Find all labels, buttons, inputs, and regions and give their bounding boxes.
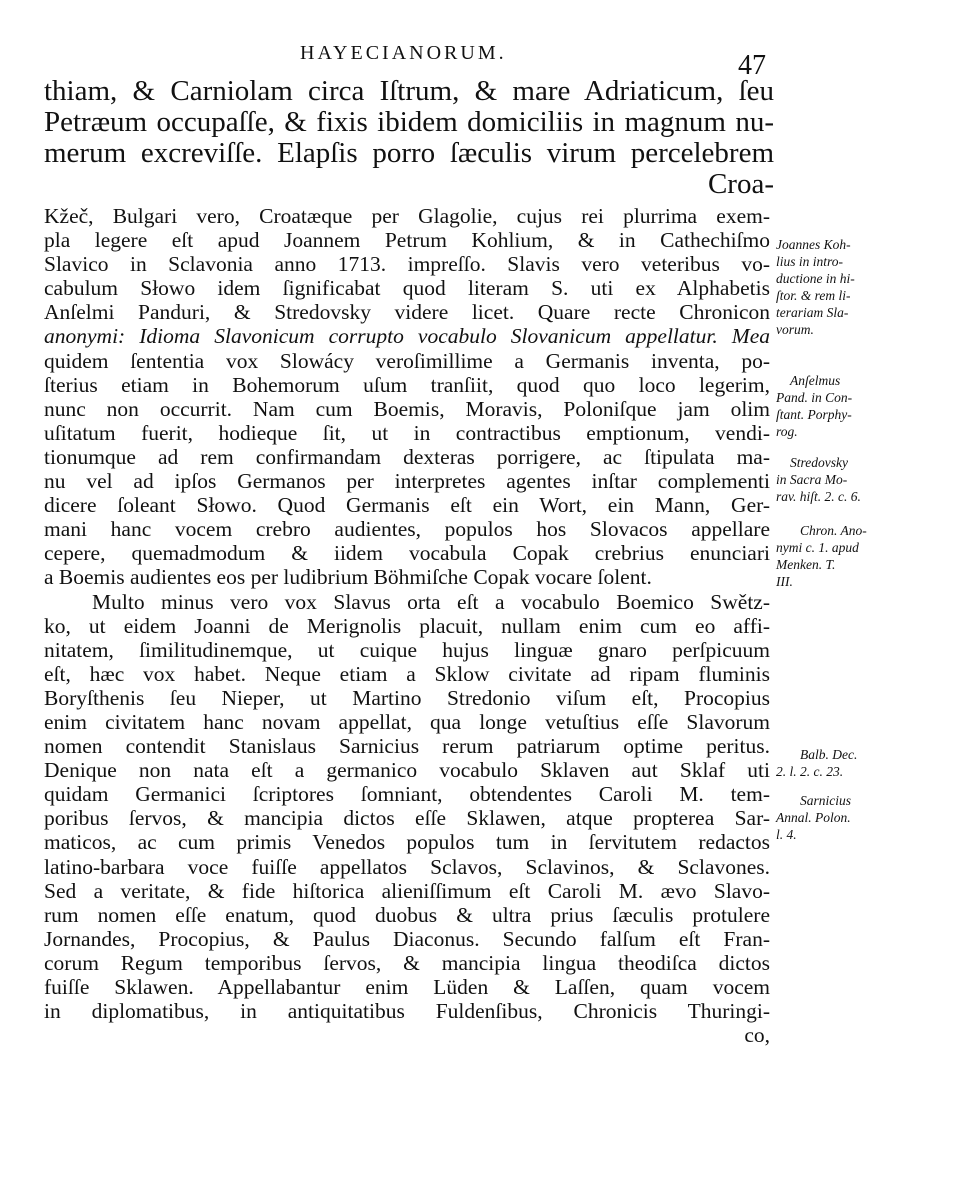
body-line: Kžeč, Bulgari vero, Croatæque per Glagolie, cujus rei plurrima exem- [44,204,770,228]
lead-line: Petræum occupaſſe, & fixis ibidem domiciliis in magnum nu- [44,106,774,138]
body-line: quidem ſententia vox Slowácy veroſimillime a Germanis inventa, po- [44,348,770,373]
margin-line: 2. l. 2. c. 23. [776,764,844,779]
lead-paragraph [44,76,774,200]
body-line: nu vel ad ipſos Germanos per interpretes agentes inſtar complementi [44,469,770,494]
margin-line: Joannes Koh- [776,237,851,252]
body-line: Sed a veritate, & fide hiſtorica alieniſſimum eſt Caroli M. ævo Slavo- [44,878,770,903]
body-line: corum Regum temporibus ſervos, & mancipia lingua theodiſca dictos [44,950,770,975]
body-line: Anſelmi Panduri, & Stredovsky videre licet. Quare recte Chronicon [44,300,770,325]
margin-note-chronicon [776,522,926,590]
margin-line: terariam Sla- [776,305,849,320]
margin-line: Menken. T. [776,557,836,572]
catchword: co, [744,1023,770,1048]
margin-line: rav. hiſt. 2. c. 6. [776,489,861,504]
margin-note-balbinus [776,746,926,780]
body-line: latino-barbara voce fuiſſe appellatos Sclavos, Sclavinos, & Sclavones. [44,854,770,879]
page-number: 47 [738,50,766,81]
margin-note-sarnicius [776,792,926,843]
body-line: cepere, quemadmodum & iidem vocabula Copak crebrius enunciari [44,541,770,566]
margin-line: lius in intro- [776,254,844,269]
body-line: pla legere eſt apud Joannem Petrum Kohlium, & in Cathechiſmo [44,228,770,253]
body-line: eſt, hæc vox habet. Neque etiam a Sklow civitate ad ripam fluminis [44,661,770,686]
margin-line: ſtant. Porphy- [776,407,852,422]
margin-line: Chron. Ano- [800,523,867,538]
lead-line: thiam, & Carniolam circa Iſtrum, & mare Adriaticum, ſeu [44,75,774,107]
body-line: enim civitatem hanc novam appellat, qua longe vetuſtius eſſe Slavorum [44,709,770,734]
body-line: ko, ut eidem Joanni de Merignolis placuit, nullam enim cum eo affi- [44,613,770,638]
body-line: dicere ſoleant Słowo. Quod Germanis eſt ein Wort, ein Mann, Ger- [44,493,770,518]
margin-line: Anſelmus [790,373,841,388]
lead-line: Croa- [707,168,774,200]
body-line: nitatem, ſimilitudinemque, ut cuique hujus linguæ gnaro perſpicuum [44,637,770,662]
margin-note-kohlius [776,236,926,338]
margin-note-stredovsky [776,454,926,505]
margin-line: III. [776,574,793,589]
body-line: a Boemis audientes eos per ludibrium Böhmiſche Copak vocare ſolent. [44,565,652,590]
margin-line: Annal. Polon. [776,810,851,825]
body-line: Jornandes, Procopius, & Paulus Diaconus. Secundo falſum eſt Fran- [44,926,770,951]
margin-line: Sarnicius [800,793,852,808]
body-line: mani hanc vocem crebro audientes, populos hos Slovacos appellare [44,517,770,542]
lead-line: merum excreviſſe. Elapſis porro ſæculis virum percelebrem [44,137,774,169]
body-line: in diplomatibus, in antiquitatibus Fuldenſibus, Chronicis Thuringi- [44,999,770,1024]
body-line: nunc non occurrit. Nam cum Boemis, Moravis, Poloniſque jam olim [44,396,770,421]
running-title: HAYECIANORUM. [300,42,507,64]
body-line: Denique non nata eſt a germanico vocabulo Sklaven aut Sklaf uti [44,758,770,783]
margin-line: in Sacra Mo- [776,472,848,487]
margin-line: l. 4. [776,827,797,842]
margin-line: nymi c. 1. apud [776,540,859,555]
body-line: poribus ſervos, & mancipia dictos eſſe Sklawen, atque propterea Sar- [44,806,770,831]
body-line: nomen contendit Stanislaus Sarnicius rerum patriarum optime peritus. [44,734,770,759]
margin-line: rog. [776,424,798,439]
body-line: fuiſſe Sklawen. Appellabantur enim Lüden & Laſſen, quam vocem [44,975,770,999]
body-line: Slavico in Sclavonia anno 1713. impreſſo. Slavis vero veteribus vo- [44,252,770,277]
body-line: anonymi: Idioma Slavonicum corrupto vocabulo Slovanicum appellatur. Mea [44,324,770,349]
body-line: Multo minus vero vox Slavus orta eſt a vocabulo Boemico Swětz- [92,589,770,614]
margin-line: Stredovsky [790,455,848,470]
margin-line: ductione in hi- [776,271,855,286]
margin-line: Pand. in Con- [776,390,853,405]
body-line: Boryſthenis ſeu Nieper, ut Martino Stredonio viſum eſt, Procopius [44,685,770,710]
body-line: ſterius etiam in Bohemorum uſum tranſiit, quod quo loco legerim, [44,372,770,397]
margin-line: Balb. Dec. [800,747,858,762]
margin-line: ſtor. & rem li- [776,288,851,303]
body-line: quidam Germanici ſcriptores ſomniant, obtendentes Caroli M. tem- [44,782,770,807]
body-line: uſitatum fuerit, hodieque ſit, ut in contractibus emptionum, vendi- [44,420,770,445]
body-line: maticos, ac cum primis Venedos populos tum in ſervitutem redactos [44,830,770,855]
margin-line: vorum. [776,322,814,337]
body-text [44,204,770,1047]
body-line: tionumque ad rem confirmandam dexteras porrigere, ac ſtipulata ma- [44,444,770,469]
margin-note-anselmus [776,372,926,440]
body-line: rum nomen eſſe enatum, quod duobus & ultra prius ſæculis protulere [44,902,770,927]
body-line: cabulum Słowo idem ſignificabat quod literam S. uti ex Alphabetis [44,276,770,301]
